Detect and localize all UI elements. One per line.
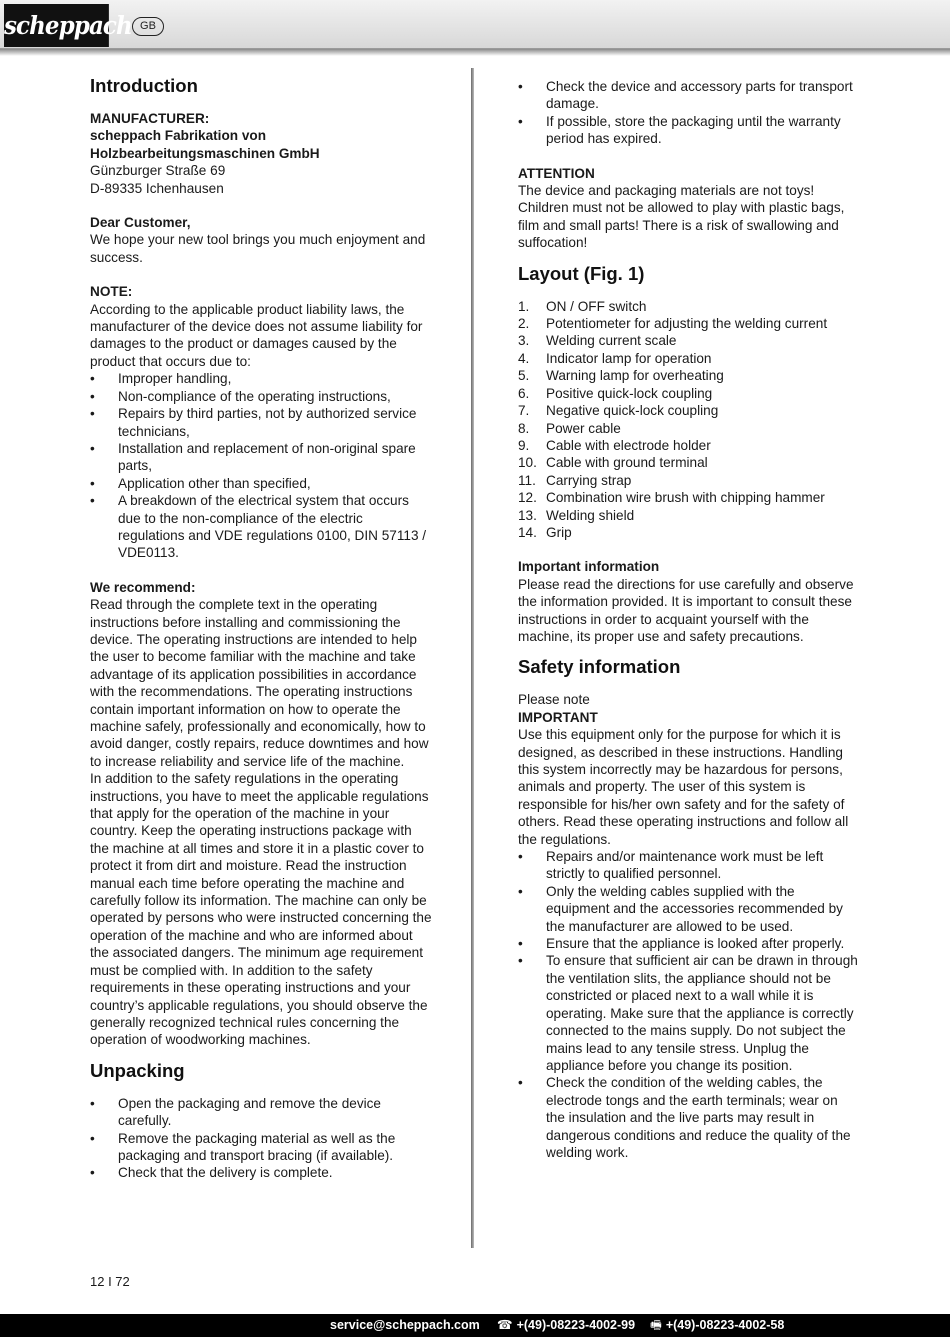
list-item: 7. Negative quick-lock coupling [518, 403, 719, 419]
manufacturer-name-line-1: scheppach Fabrikation von [90, 128, 267, 144]
list-item: 8. Power cable [518, 420, 621, 436]
phone-number: ☎ +(49)-08223-4002-99 [497, 1318, 636, 1332]
page-footer [0, 1314, 950, 1337]
safety-heading: Safety information [518, 656, 681, 678]
list-item: • Repairs by third parties, not by authorized service technicians, [90, 406, 417, 439]
address-city: D-89335 Ichenhausen [90, 180, 224, 196]
layout-parts-list [518, 298, 860, 542]
list-item: 5. Warning lamp for overheating [518, 368, 724, 384]
left-column [90, 74, 432, 1182]
list-item: • If possible, store the packaging until the warranty period has expired. [518, 113, 841, 147]
manufacturer-label: MANUFACTURER: [90, 111, 210, 126]
language-badge: GB [132, 17, 164, 36]
list-item: • Open the packaging and remove the device carefully. [90, 1095, 381, 1129]
column-divider [471, 68, 474, 1248]
important-information-text: Please read the directions for use carefully and observe the information provided. It is important to consult these instructions in order to acquaint yourself with the machine, its proper use and safety precautions. [518, 576, 854, 644]
list-item: • Check the condition of the welding cables, the electrode tongs and the earth terminals; wear on the insulation and the live parts may result in dangerous conditions and reduce the quality of the welding work. [518, 1075, 851, 1160]
fax-number: 🖷 +(49)-08223-4002-58 [650, 1318, 785, 1332]
unpacking-heading: Unpacking [90, 1059, 185, 1081]
safety-text: Use this equipment only for the purpose for which it is designed, as described in these instructions. Handling this system incorrectly may be hazardous for persons, animals and property. The user of this system is responsible for his/her own safety and for the safety of others. Read these operating instructions and follow all the regulations. [518, 727, 849, 847]
service-email: service@scheppach.com [330, 1318, 480, 1332]
recommend-text-2: In addition to the safety regulations in the operating instructions, you have to meet the applicable regulations that apply for the operation of the machine in your country. Keep the operating instructions package with the machine at all times and store it in a plastic cover to protect it from dirt and moisture. Read the instruction manual each time before operating the machine and carefully follow its information. The machine can only be operated by persons who were instructed concerning the operation of the machine and who are informed about the associated dangers. The minimum age requirement must be complied with. In addition to the safety requirements in these operating instructions and your country’s applicable regulations, you should observe the generally recognized technical rules concerning the operation of woodworking machines. [90, 771, 432, 1048]
unpacking-list-continued [518, 78, 860, 148]
page-header [0, 0, 950, 49]
page-number: 12 I 72 [90, 1274, 130, 1289]
list-item: 11. Carrying strap [518, 472, 632, 488]
recommend-text-1: Read through the complete text in the operating instructions before installing and commissioning the device. The operating instructions are intended to help the user to become familiar with the machine and take advantage of its application possibilities in accordance with the recommendations. The operating instructions contain important information on how to operate the machine safely, professionally and economically, how to avoid danger, costly repairs, reduce downtimes and how to increase reliability and service life of the machine. [90, 597, 429, 769]
list-item: 13. Welding shield [518, 507, 635, 523]
manufacturer-name-line-2: Holzbearbeitungsmaschinen GmbH [90, 145, 320, 161]
list-item: • Improper handling, [90, 371, 232, 387]
list-item: 2. Potentiometer for adjusting the welding current [518, 316, 828, 332]
list-item: 14. Grip [518, 524, 572, 540]
list-item: 9. Cable with electrode holder [518, 437, 711, 453]
unpacking-list [90, 1095, 432, 1182]
dear-customer-text: We hope your new tool brings you much enjoyment and success. [90, 232, 426, 265]
safety-list [518, 848, 860, 1161]
layout-heading: Layout (Fig. 1) [518, 262, 645, 284]
header-shadow [0, 49, 950, 56]
recommend-heading: We recommend: [90, 579, 196, 595]
list-item: • Check that the delivery is complete. [90, 1165, 333, 1181]
list-item: 6. Positive quick-lock coupling [518, 385, 713, 401]
list-item: • Ensure that the appliance is looked after properly. [518, 936, 845, 952]
list-item: • Check the device and accessory parts for transport damage. [518, 79, 853, 112]
important-label: IMPORTANT [518, 709, 598, 725]
list-item: • A breakdown of the electrical system that occurs due to the non-compliance of the electric regulations and VDE regulations 0100, DIN 57113 / VDE0113. [90, 493, 427, 561]
list-item: 4. Indicator lamp for operation [518, 350, 712, 366]
scheppach-logo: scheppach [4, 4, 109, 47]
list-item: • Installation and replacement of non-original spare parts, [90, 440, 416, 474]
introduction-heading: Introduction [90, 75, 198, 96]
address-street: Günzburger Straße 69 [90, 163, 226, 179]
attention-text: The device and packaging materials are not toys! Children must not be allowed to play with plastic bags, film and small parts! There is a risk of swallowing and suffocation! [518, 183, 845, 251]
list-item: 1. ON / OFF switch [518, 298, 647, 314]
list-item: • Non-compliance of the operating instructions, [90, 388, 391, 404]
fax-icon: 🖷 [650, 1318, 662, 1332]
list-item: 3. Welding current scale [518, 333, 677, 349]
attention-heading: ATTENTION [518, 165, 595, 181]
list-item: • Only the welding cables supplied with the equipment and the accessories recommended by the manufacturer are allowed to be used. [518, 883, 843, 934]
list-item: 12. Combination wire brush with chipping hammer [518, 490, 825, 506]
note-list [90, 370, 432, 561]
list-item: • Repairs and/or maintenance work must be left strictly to qualified personnel. [518, 849, 824, 882]
list-item: • Application other than specified, [90, 475, 311, 491]
list-item: • To ensure that sufficient air can be drawn in through the ventilation slits, the appliance should not be constricted or placed next to a wall while it is operating. Make sure that the appliance is correctly connected to the mains supply. Do not subject the mains lead to any tensile stress. Unplug the appliance before you change its position. [518, 953, 858, 1073]
phone-icon: ☎ [497, 1318, 513, 1332]
list-item: • Remove the packaging material as well as the packaging and transport bracing (if available). [90, 1130, 396, 1163]
please-note-text: Please note [518, 692, 590, 708]
note-heading: NOTE: [90, 284, 133, 300]
note-text: According to the applicable product liability laws, the manufacturer of the device does not assume liability for damages to the product or damages caused by the product that occurs due to: [90, 301, 423, 369]
list-item: 10. Cable with ground terminal [518, 455, 708, 471]
dear-customer-heading: Dear Customer, [90, 215, 191, 231]
right-column [518, 78, 860, 1161]
important-information-heading: Important information [518, 559, 660, 575]
